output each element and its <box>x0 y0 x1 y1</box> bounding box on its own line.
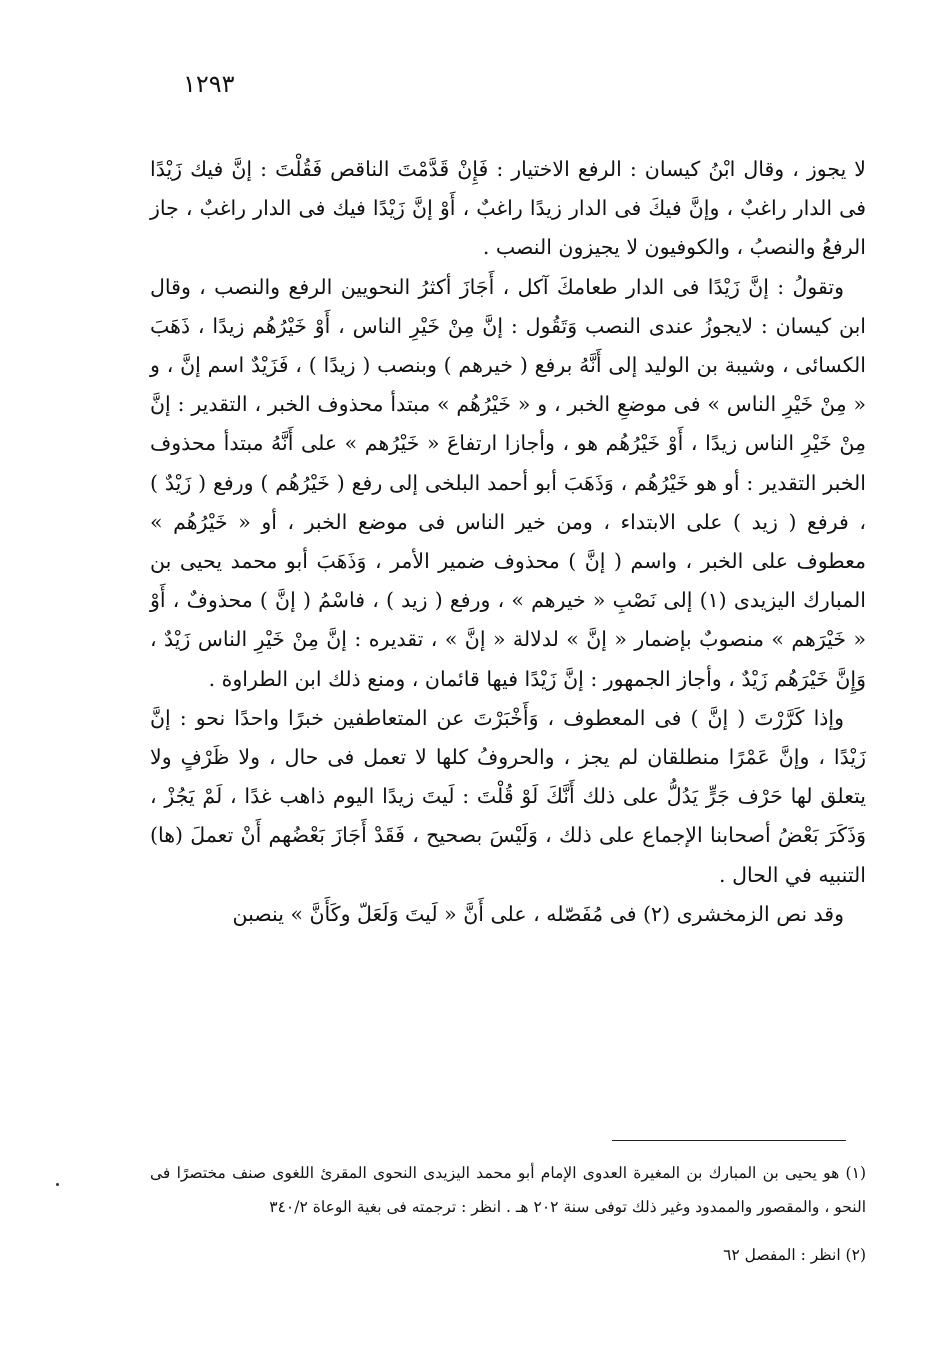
footnotes <box>150 1156 866 1272</box>
paragraph-1: لا يجوز ، وقال ابْنُ كيسان : الرفع الاختيار : فَإِنْ قَدَّمْتَ الناقص فَقُلْتَ : إنَّ فيك زَيْدًا فى الدار راغبٌ ، وإنَّ فيكَ فى الدار زيدًا راغبٌ ، أَوْ إنَّ زَيْدًا فيك فى الدار راغبٌ ، جاز الرفعُ والنصبُ ، والكوفيون لا يجيزون النصب . <box>150 157 866 260</box>
paragraph-3: وإذا كَرَّرْتَ ( إنَّ ) فى المعطوف ، وَأَخْبَرْتَ عن المتعاطفين خبرًا واحدًا نحو : إنَّ زَيْدًا ، وإنَّ عَمْرًا منطلقان لم يجز ، والحروفُ كلها لا تعمل فى حال ، ولا ظَرْفٍ ولا يتعلق لها حَرْف جَرٍّ يَدُلُّ على ذلك أَنَّكَ لَوْ قُلْتَ : لَيتَ زيدًا اليوم ذاهب غدًا ، لَمْ يَجُزْ ، وَذَكَرَ بَعْضُ أصحابنا الإجماع على ذلك ، وَلَيْسَ بصحيح ، فَقَدْ أَجَازَ بَعْضُهم أَنْ تعملَ (ها) التنبيه في الحال . <box>150 705 866 887</box>
page-number: ١٢٩٣ <box>183 70 235 98</box>
paragraph-2: وتقولُ : إنَّ زَيْدًا فى الدار طعامكَ آكل ، أَجَازَ أكثرُ النحويين الرفع والنصب ، وقال ابن كيسان : لايجوزُ عندى النصب وَتَقُول : إنَّ مِنْ خَيْرِ الناس ، أَوْ خَيْرُهُم زيدًا ، ذَهَبَ الكسائى ، وشيبة بن الوليد إلى أَنَّهُ برفع ( خيرهم ) وبنصب ( زيدًا ) ، فَزَيْدٌ اسم إنَّ ، و « مِنْ خَيْرِ الناس » فى موضعِ الخبر ، و « خَيْرُهُم » مبتدأ محذوف الخبر ، التقدير : إنَّ مِنْ خَيْرِ الناس زيدًا ، أَوْ خَيْرُهُم هو ، وأجازا ارتفاعَ « خَيْرُهم » على أَنَّهُ مبتدأ محذوف الخبر التقدير : أو هو خَيْرُهُم ، وَذَهَبَ أبو أحمد البلخى إلى رفع ( خَيْرُهُم ) ورفع ( زَيْدٌ ) ، فرفع ( زيد ) على الابتداء ، ومن خير الناس فى موضع الخبر ، أو « خَيْرُهُم » معطوف على الخبر ، واسم ( إنَّ ) محذوف ضمير الأمر ، وَذَهَبَ أبو محمد يحيى بن المبارك اليزيدى (١) إلى نَصْبِ « خيرهم » ، ورفع ( زيد ) ، فاسْمُ ( إنَّ ) محذوفٌ ، أَوْ « خَيْرَهم » منصوبٌ بإضمار « إنَّ » لدلالة « إنَّ » ، تقديره : إنَّ مِنْ خَيْرِ الناس زَيْدٌ ، وَإِنَّ خَيْرَهُم زَيْدٌ ، وأجاز الجمهور : إنَّ زَيْدًا فيها قائمان ، ومنع ذلك ابن الطراوة . <box>150 274 866 691</box>
paragraph-4: وقد نص الزمخشرى (٢) فى مُفَصّله ، على أَنَّ « لَيتَ وَلَعَلّ وكَأَنَّ » ينصبن <box>232 901 844 926</box>
footnote-separator <box>612 1140 846 1141</box>
main-text <box>150 150 866 934</box>
footnote-2: (٢) انظر : المفصل ٦٢ <box>723 1246 866 1264</box>
footnote-1: (١) هو يحيى بن المبارك بن المغيرة العدوى الإمام أبو محمد اليزيدى النحوى المقرئ اللغوى صنف مختصرًا فى النحو ، والمقصور والممدود وغير ذلك توفى سنة ٢٠٢ هـ . انظر : ترجمته فى بغية الوعاة ٣٤٠/٢ <box>150 1164 866 1216</box>
scan-speck <box>56 1183 59 1186</box>
